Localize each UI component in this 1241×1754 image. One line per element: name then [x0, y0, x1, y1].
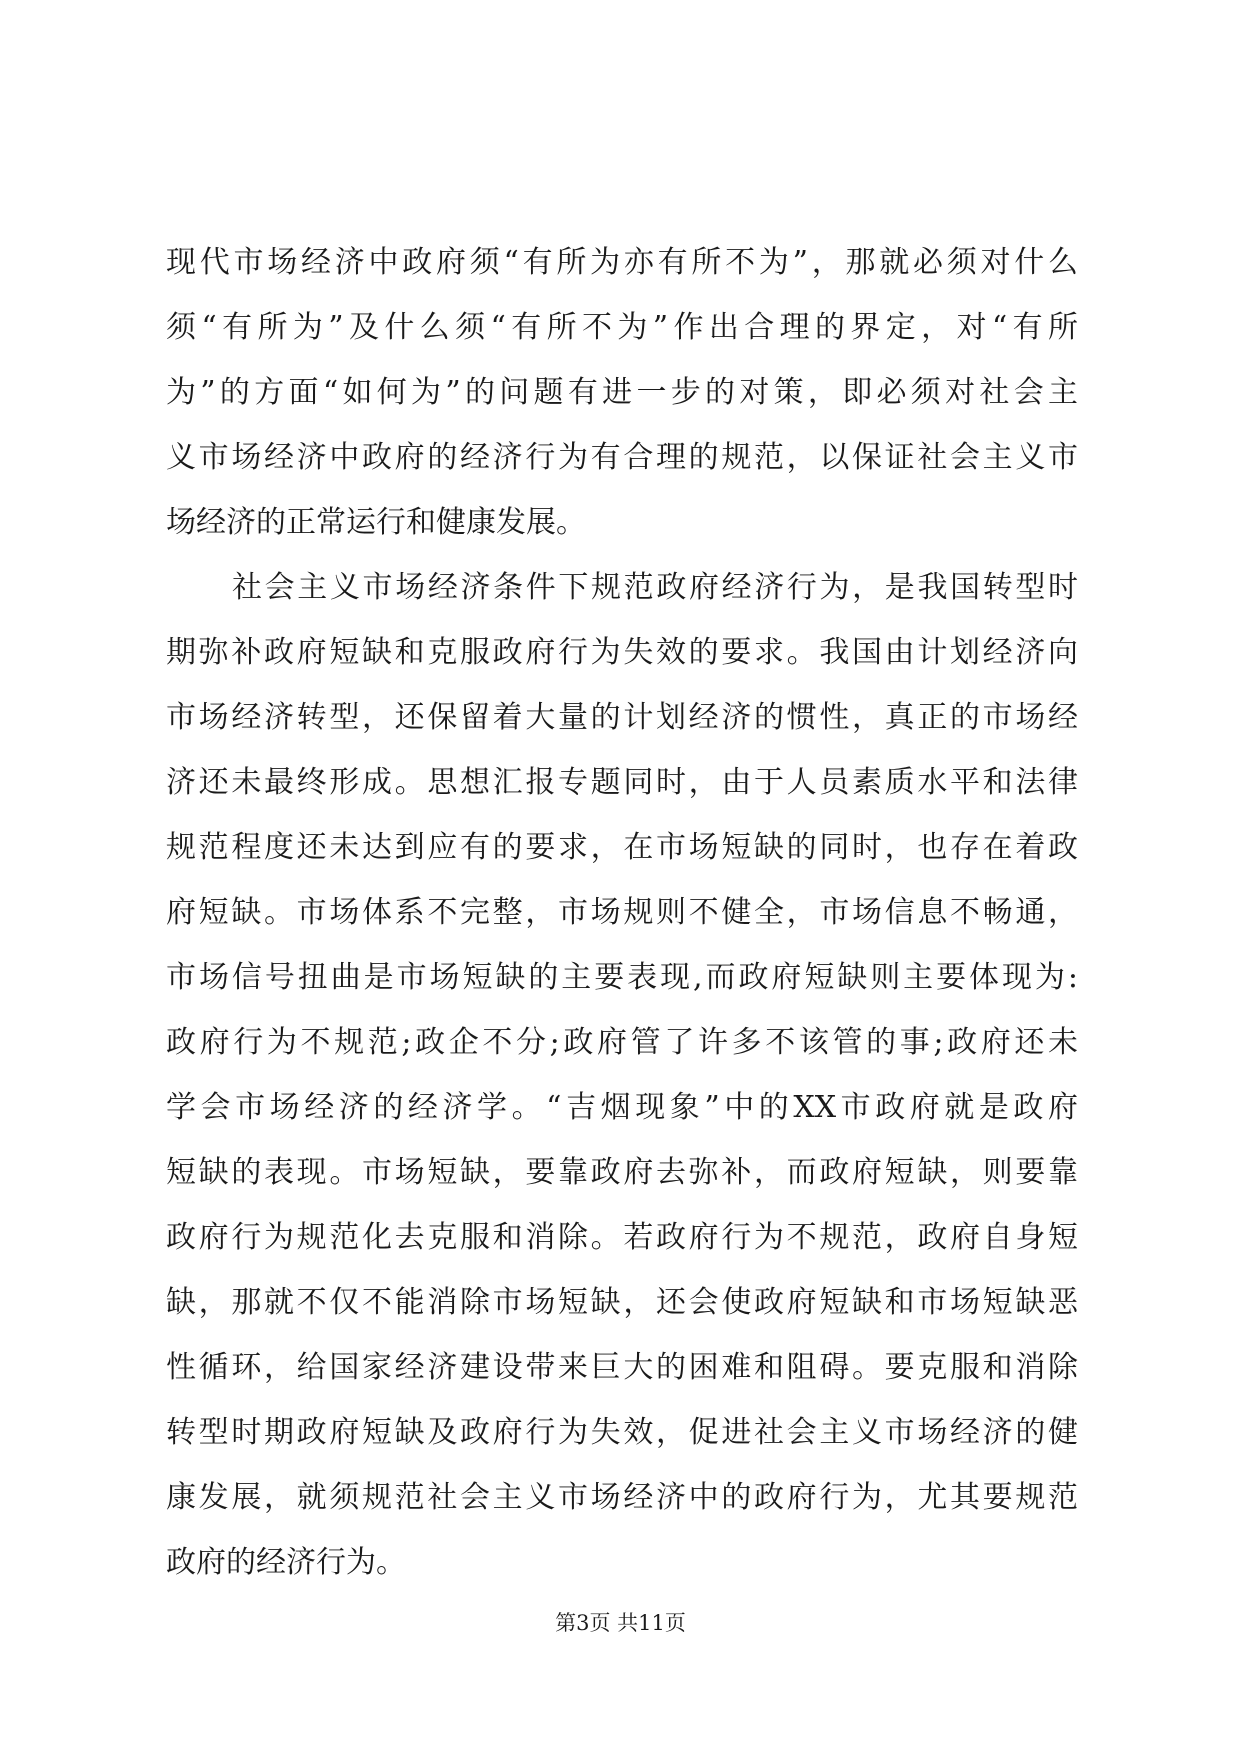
page-number-footer: 第3页 共11页 — [555, 1611, 686, 1635]
paragraph-2 — [166, 555, 1078, 1595]
text-line: 场经济的正常运行和健康发展。 — [166, 505, 586, 540]
text-line: 义市场经济中政府的经济行为有合理的规范，以保证社会主义市 — [166, 440, 1078, 475]
body-text — [166, 230, 1078, 1595]
text-line: 政府行为规范化去克服和消除。若政府行为不规范，政府自身短 — [166, 1220, 1078, 1255]
text-line: 市场信号扭曲是市场短缺的主要表现,而政府短缺则主要体现为: — [166, 960, 1078, 995]
text-line: 政府的经济行为。 — [166, 1545, 406, 1580]
text-line: 转型时期政府短缺及政府行为失效，促进社会主义市场经济的健 — [166, 1415, 1078, 1450]
text-line: 政府行为不规范;政企不分;政府管了许多不该管的事;政府还未 — [166, 1025, 1078, 1060]
text-line: 期弥补政府短缺和克服政府行为失效的要求。我国由计划经济向 — [166, 635, 1078, 670]
text-line: 须“有所为”及什么须“有所不为”作出合理的界定，对“有所 — [166, 310, 1078, 345]
text-line: 短缺的表现。市场短缺，要靠政府去弥补，而政府短缺，则要靠 — [166, 1155, 1078, 1190]
text-line: 缺，那就不仅不能消除市场短缺，还会使政府短缺和市场短缺恶 — [166, 1285, 1078, 1320]
text-line: 性循环，给国家经济建设带来巨大的困难和阻碍。要克服和消除 — [166, 1350, 1078, 1385]
text-line: 为”的方面“如何为”的问题有进一步的对策，即必须对社会主 — [166, 375, 1078, 410]
text-line: 济还未最终形成。思想汇报专题同时，由于人员素质水平和法律 — [166, 765, 1078, 800]
text-line: 社会主义市场经济条件下规范政府经济行为，是我国转型时 — [232, 570, 1078, 605]
text-line: 市场经济转型，还保留着大量的计划经济的惯性，真正的市场经 — [166, 700, 1078, 735]
text-line: 府短缺。市场体系不完整，市场规则不健全，市场信息不畅通， — [166, 895, 1078, 930]
paragraph-1 — [166, 230, 1078, 555]
text-line: 学会市场经济的经济学。“吉烟现象”中的XX市政府就是政府 — [166, 1090, 1078, 1125]
text-line: 规范程度还未达到应有的要求，在市场短缺的同时，也存在着政 — [166, 830, 1078, 865]
text-line: 现代市场经济中政府须“有所为亦有所不为”，那就必须对什么 — [166, 245, 1078, 280]
text-line: 康发展，就须规范社会主义市场经济中的政府行为，尤其要规范 — [166, 1480, 1078, 1515]
